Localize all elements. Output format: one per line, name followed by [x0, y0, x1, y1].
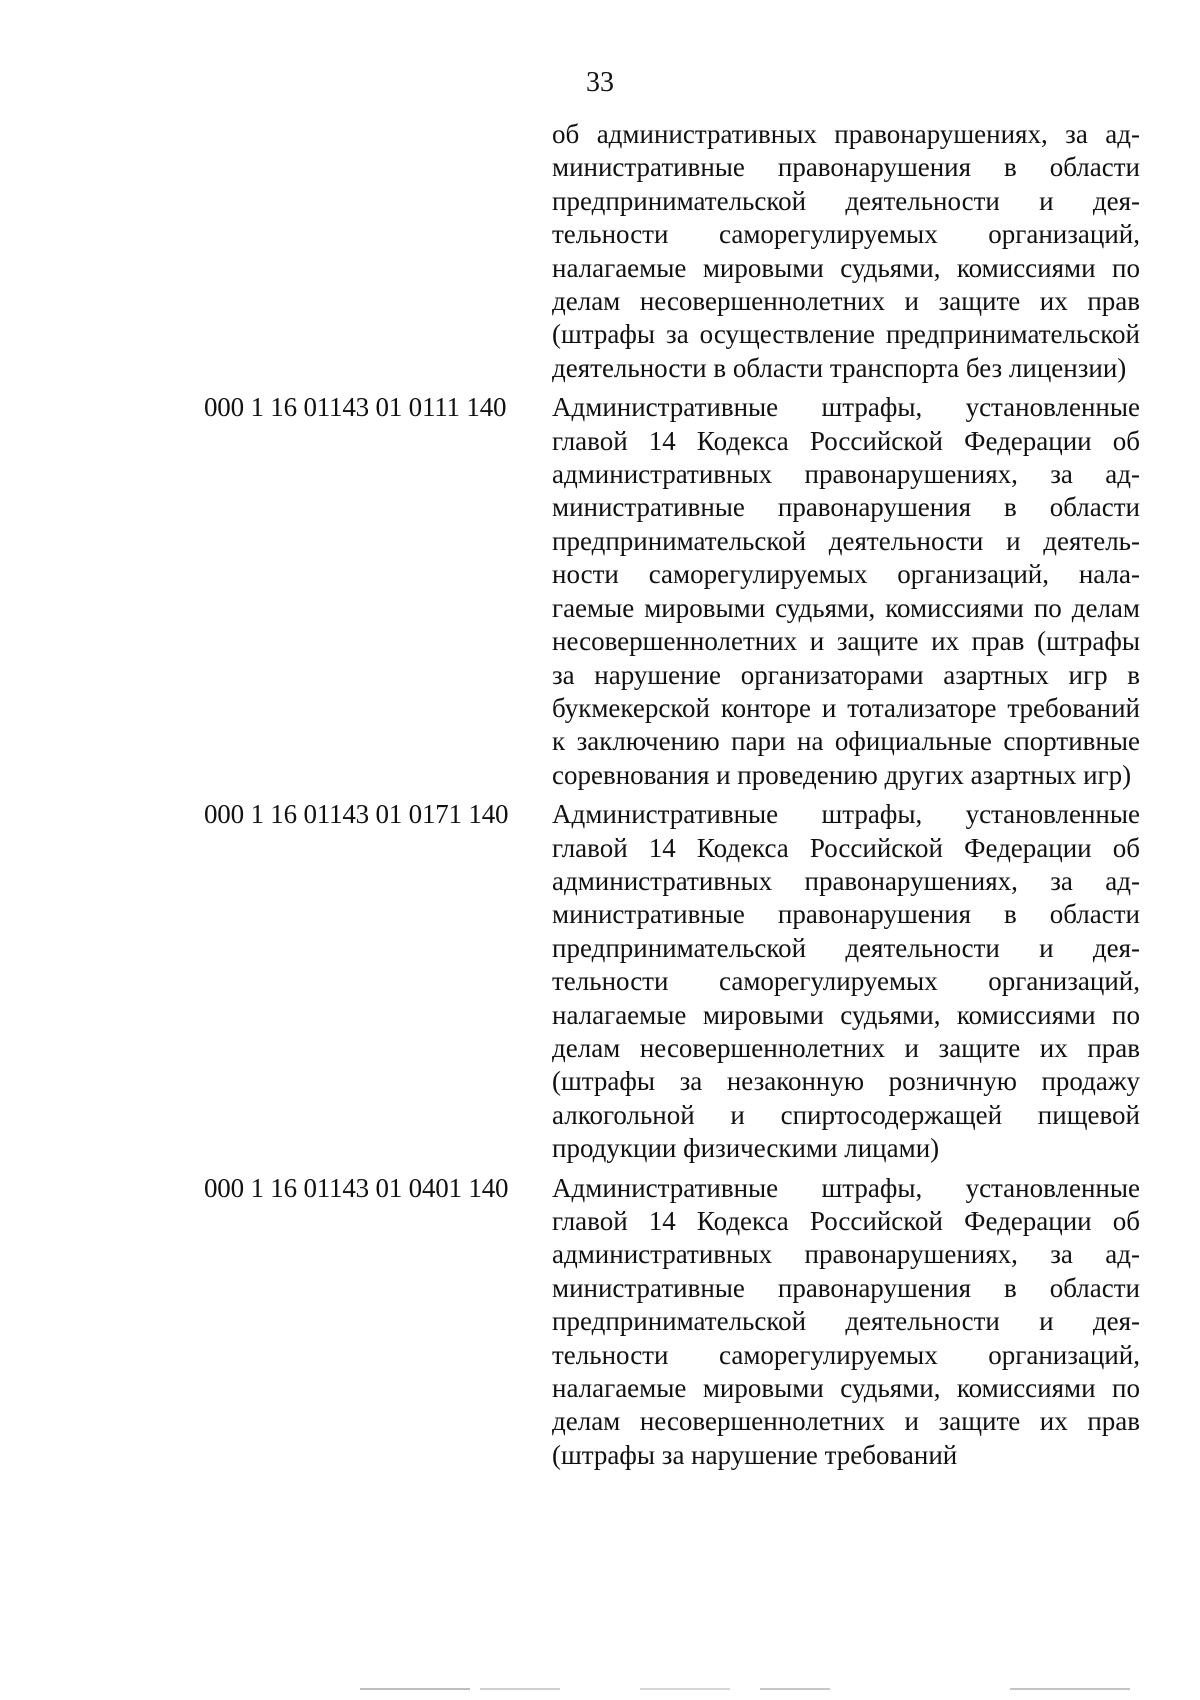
classification-table — [204, 118, 1140, 1478]
scan-edge-artifact — [1010, 1688, 1130, 1690]
table-row — [204, 798, 1140, 1165]
scan-edge-artifact — [480, 1688, 560, 1690]
scan-edge-artifact — [640, 1688, 730, 1690]
description-cell: об административных правонарушениях, за административные правонарушения в области предпринимательской деятельности и деятельности саморегулируемых организаций, налагаемые мировыми судьями, комиссиями по делам несовершеннолетних и защите их прав (штрафы за осуществление предпринимательской деятельности в области транспорта без лицензии) — [552, 119, 1140, 383]
scan-edge-artifact — [360, 1688, 470, 1690]
table-row — [204, 1172, 1140, 1473]
description-cell: Административные штрафы, установленные главой 14 Кодекса Российской Федерации об административных правонарушениях, за административные правонарушения в области предпринимательской деятельности и деятельности саморегулируемых организаций, налагаемые мировыми судьями, комиссиями по делам несовершеннолетних и защите их прав (штрафы за незаконную розничную продажу алкогольной и спиртосодержащей пищевой продукции физическими лицами) — [552, 799, 1140, 1164]
scan-edge-artifact — [760, 1688, 830, 1690]
description-cell: Административные штрафы, установленные главой 14 Кодекса Российской Федерации об административных правонарушениях, за административные правонарушения в области предпринимательской деятельности и деятельности саморегулируемых организаций, налагаемые мировыми судьями, комиссиями по делам несовершеннолетних и защите их прав (штрафы за нарушение организаторами азартных игр в букмекерской конторе и тотализаторе требований к заключению пари на официальные спортивные соревнования и проведению других азартных игр) — [552, 392, 1140, 790]
page-number: 33 — [586, 67, 614, 98]
table-row-continuation — [204, 118, 1140, 385]
description-cell: Административные штрафы, установленные главой 14 Кодекса Российской Федерации об административных правонарушениях, за административные правонарушения в области предпринимательской деятельности и деятельности саморегулируемых организаций, налагаемые мировыми судьями, комиссиями по делам несовершеннолетних и защите их прав (штрафы за нарушение требований — [552, 1172, 1140, 1470]
classification-code: 000 1 16 01143 01 0401 140 — [204, 1172, 509, 1203]
classification-code: 000 1 16 01143 01 0111 140 — [204, 392, 507, 423]
classification-code: 000 1 16 01143 01 0171 140 — [204, 799, 509, 830]
table-row — [204, 391, 1140, 792]
